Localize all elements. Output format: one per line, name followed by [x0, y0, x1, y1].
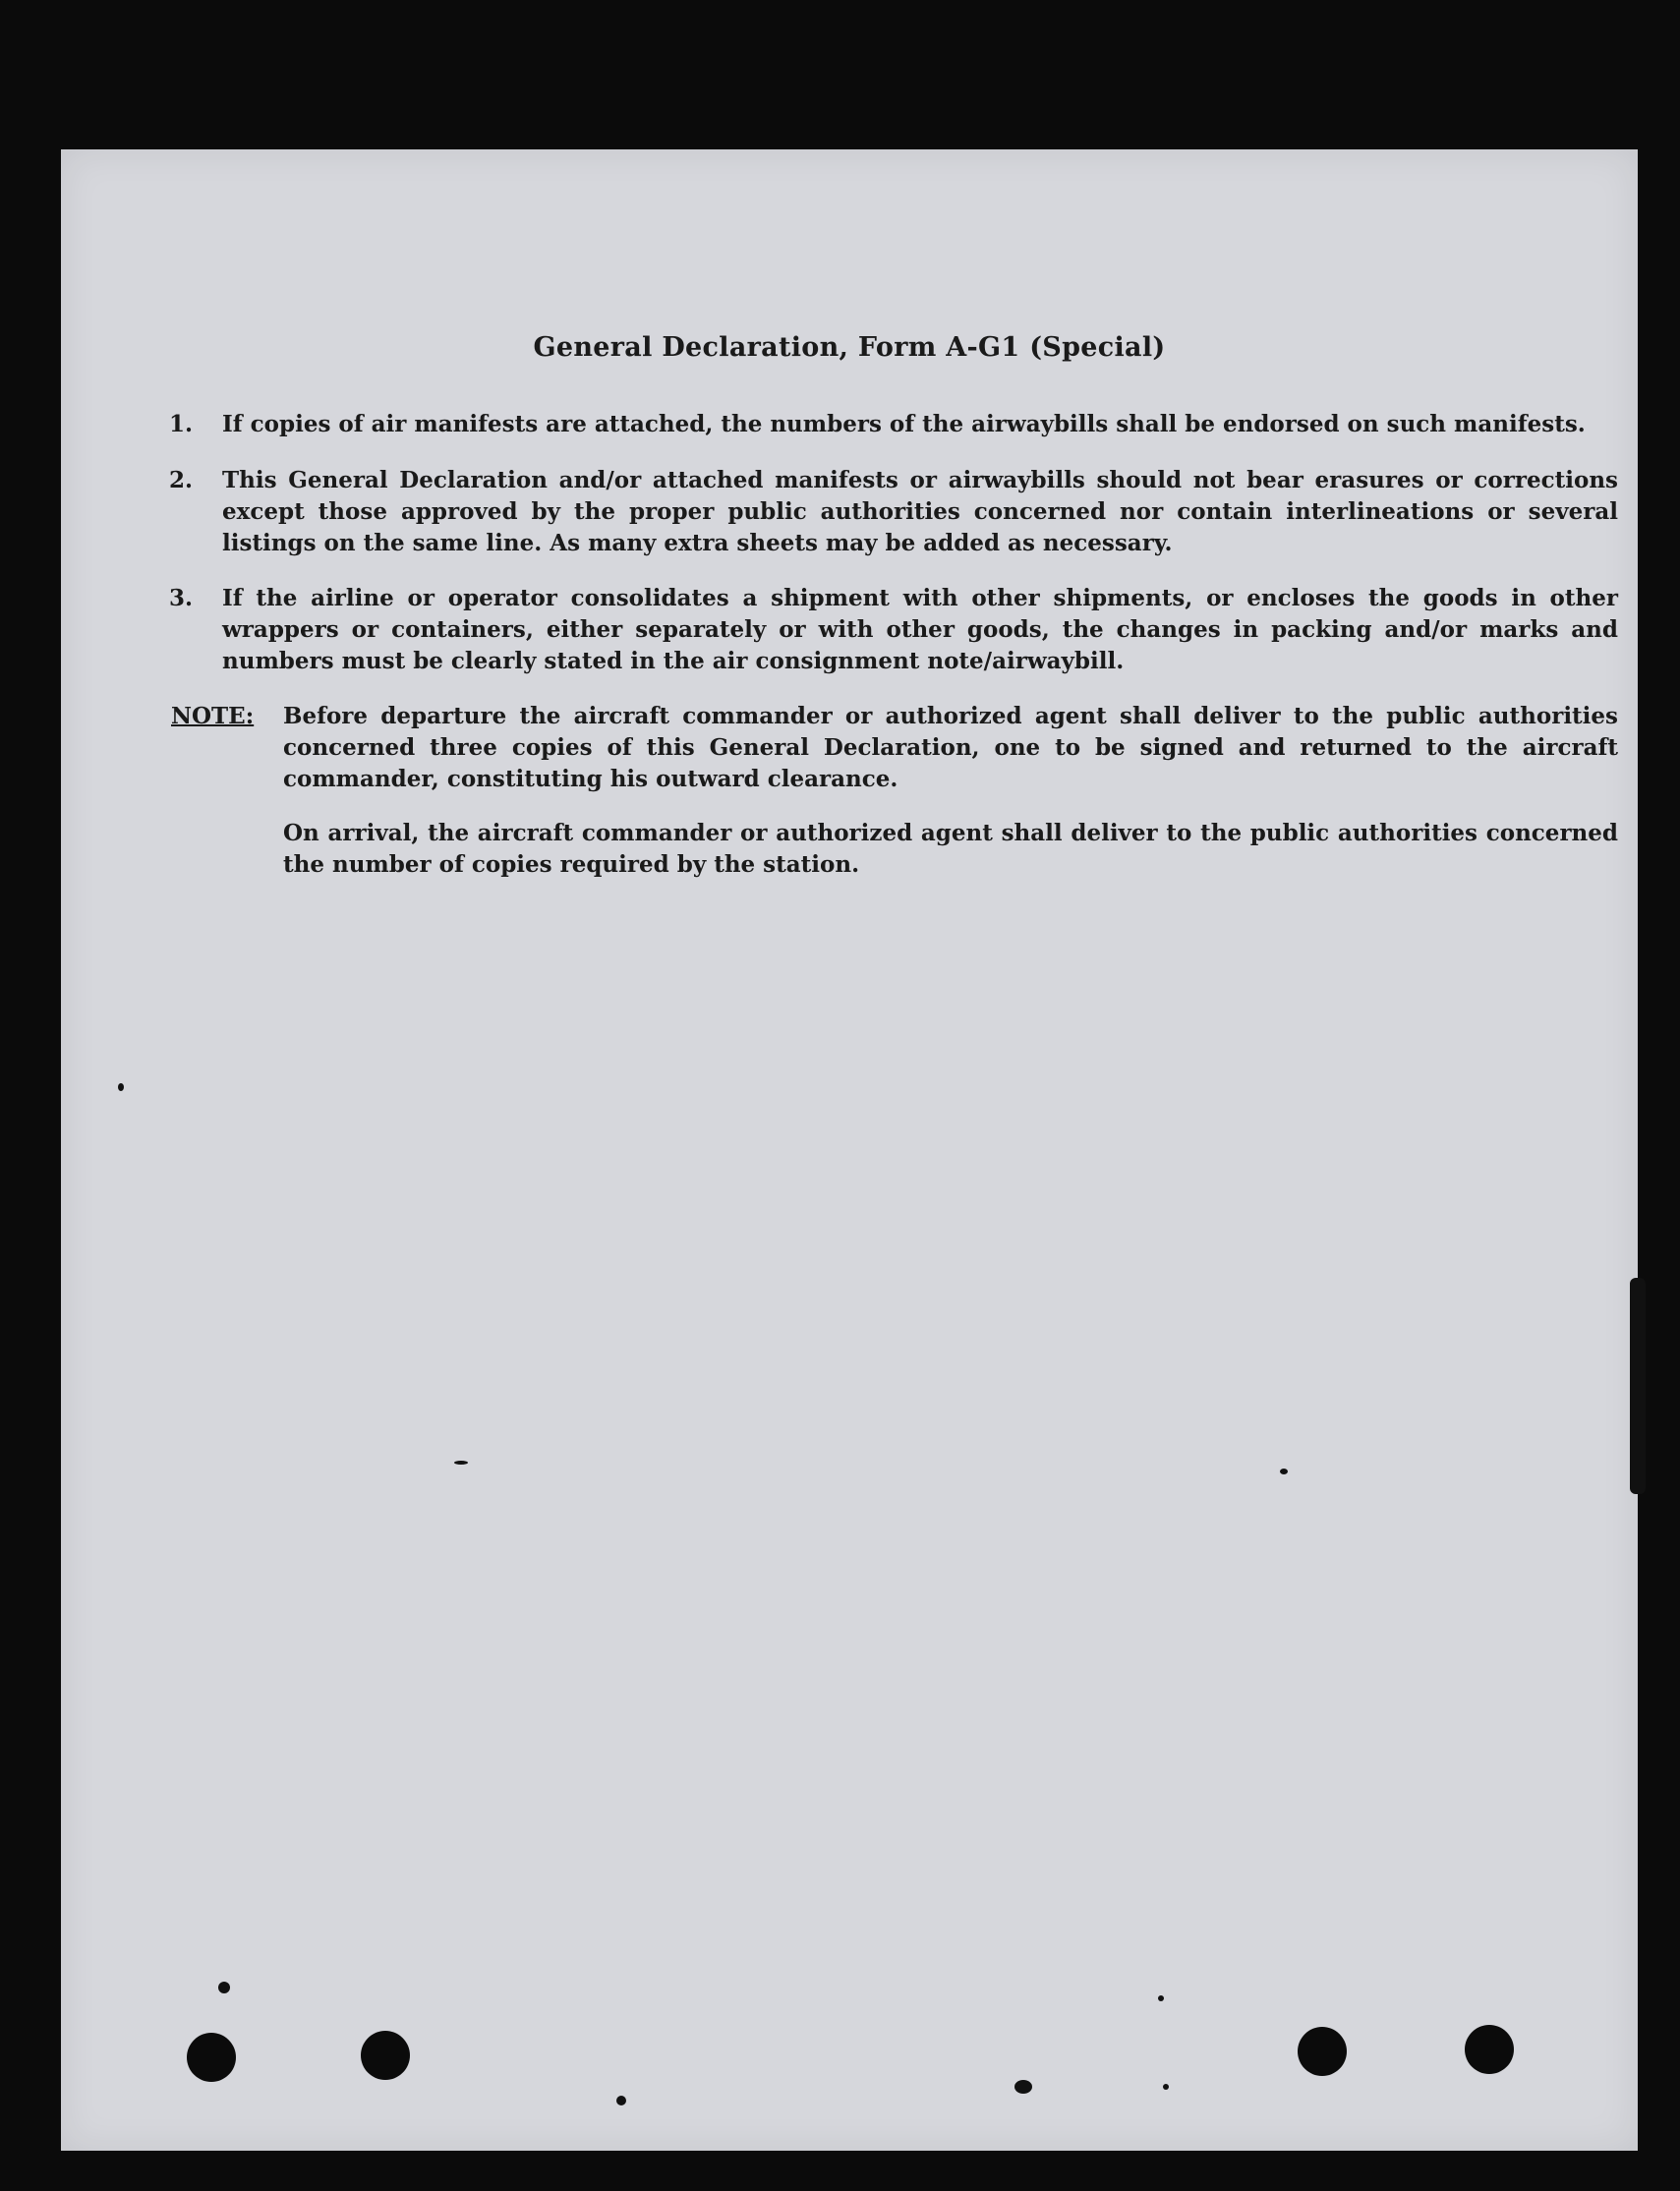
edge-shadow: [1630, 1278, 1646, 1494]
note-block: [61, 701, 1638, 897]
document-page: [61, 149, 1638, 2151]
punch-hole: [361, 2031, 410, 2080]
speck: [1014, 2080, 1032, 2094]
speck: [118, 1083, 124, 1091]
list-item: [61, 583, 1638, 681]
speck: [454, 1461, 468, 1465]
list-item-number: 2.: [169, 467, 194, 493]
list-item: [61, 409, 1638, 448]
page-title: General Declaration, Form A-G1 (Special): [533, 332, 1166, 363]
list-item-text: This General Declaration and/or attached manifests or airwaybills should not bear erasures or corrections except those approved by the proper public authorities concerned nor contain interlineations or several listings on the same line. As many extra sheets may be added as necessary.: [222, 467, 1618, 556]
punch-hole: [1465, 2025, 1514, 2074]
list-item-text: If copies of air manifests are attached, the numbers of the airwaybills shall be endorsed on such manifests.: [222, 411, 1586, 437]
note-paragraph: Before departure the aircraft commander or authorized agent shall deliver to the public authorities concerned three copies of this General Declaration, one to be signed and returned to the aircraft commander, constituting his outward clearance.: [283, 703, 1618, 792]
speck: [218, 1982, 230, 1993]
punch-hole: [187, 2033, 236, 2082]
speck: [1163, 2084, 1169, 2090]
list-item-number: 3.: [169, 585, 194, 611]
note-label: NOTE:: [171, 703, 255, 729]
note-paragraph: On arrival, the aircraft commander or authorized agent shall deliver to the public authorities concerned the number of copies required by the station.: [283, 820, 1618, 878]
speck: [1280, 1469, 1288, 1474]
speck: [1158, 1995, 1164, 2001]
list-item-text: If the airline or operator consolidates a shipment with other shipments, or encloses the goods in other wrappers or containers, either separately or with other goods, the changes in packing and/or marks and numbers must be clearly stated in the air consignment note/airwaybill.: [222, 585, 1618, 674]
list-item: [61, 465, 1638, 563]
punch-hole: [1298, 2027, 1347, 2076]
speck: [616, 2096, 626, 2105]
list-item-number: 1.: [169, 411, 194, 437]
